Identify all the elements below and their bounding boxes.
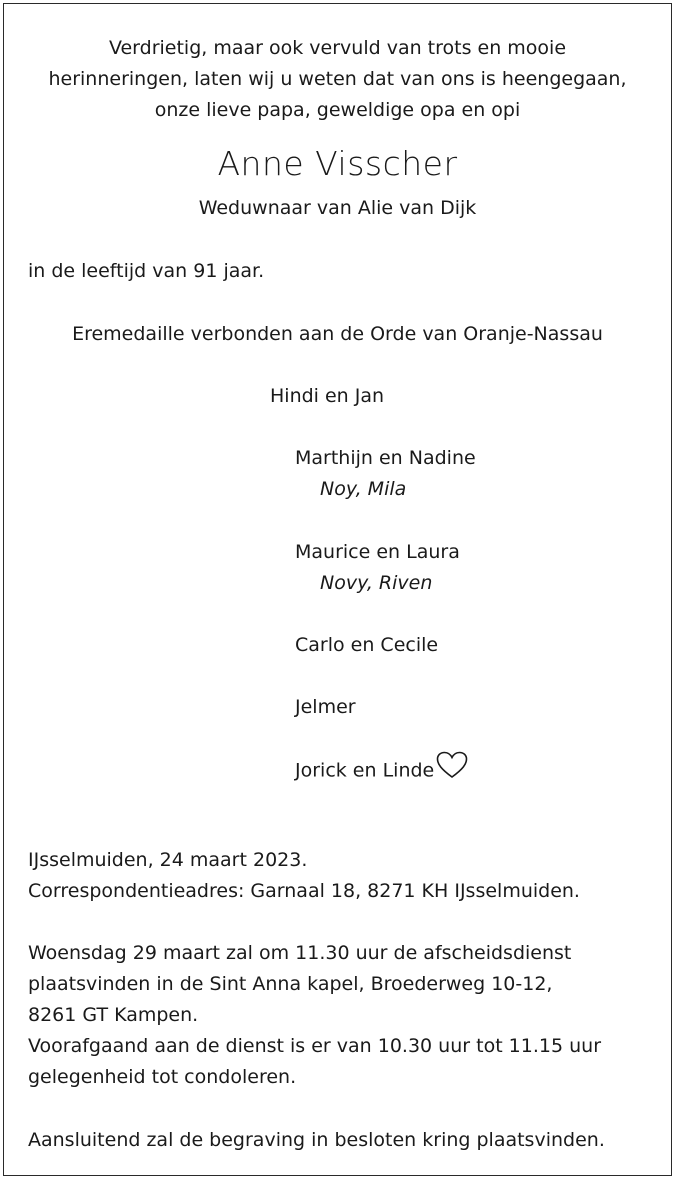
correspondence-address: Correspondentieadres: Garnaal 18, 8271 KH IJsselmuiden. (28, 880, 580, 902)
grandchild-name: Jelmer (295, 696, 356, 718)
widower-line: Weduwnaar van Alie van Dijk (198, 197, 477, 219)
heart-icon (436, 751, 468, 787)
intro-text (4, 33, 671, 126)
service-info (28, 938, 601, 1093)
age-line: in de leeftijd van 91 jaar. (28, 260, 265, 282)
place-date-block (28, 845, 580, 907)
grandchild-couple: Jorick en Linde (295, 759, 435, 782)
great-grandchildren: Noy, Mila (320, 478, 407, 500)
grandchild-couple: Marthijn en Nadine (295, 447, 476, 469)
children-names: Hindi en Jan (270, 385, 385, 407)
deceased-name: Anne Visscher (217, 144, 458, 183)
intro-line: herinneringen, laten wij u weten dat van ons is heengegaan, (48, 68, 627, 90)
grandchild-couple-row (295, 755, 468, 787)
great-grandchildren: Novy, Riven (320, 572, 433, 594)
grandchild-couple: Maurice en Laura (295, 541, 460, 563)
grandchild-couple: Carlo en Cecile (295, 634, 439, 656)
service-line: gelegenheid tot condoleren. (28, 1066, 297, 1088)
medal-line: Eremedaille verbonden aan de Orde van Oranje-Nassau (72, 323, 603, 345)
service-line: Woensdag 29 maart zal om 11.30 uur de afscheidsdienst (28, 942, 572, 964)
intro-line: Verdrietig, maar ook vervuld van trots en mooie (108, 37, 567, 59)
obituary-card (3, 3, 672, 1176)
intro-line: onze lieve papa, geweldige opa en opi (154, 99, 521, 121)
burial-line: Aansluitend zal de begraving in besloten kring plaatsvinden. (28, 1129, 605, 1151)
service-line: plaatsvinden in de Sint Anna kapel, Broederweg 10-12, (28, 973, 553, 995)
service-line: Voorafgaand aan de dienst is er van 10.30 uur tot 11.15 uur (28, 1035, 602, 1057)
service-line: 8261 GT Kampen. (28, 1004, 199, 1026)
place-date: IJsselmuiden, 24 maart 2023. (28, 849, 308, 871)
